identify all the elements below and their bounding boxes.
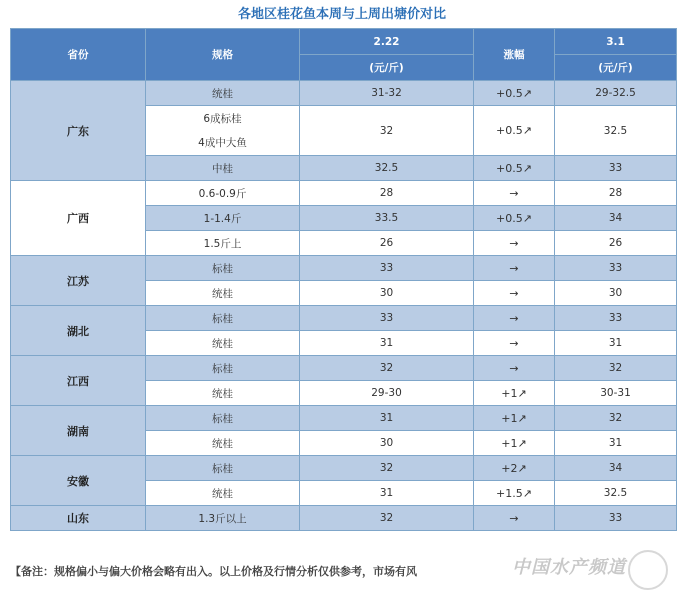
change-cell: +0.5↗ — [474, 81, 555, 106]
price-2-22: 31 — [300, 406, 474, 431]
price-3-1: 33 — [555, 256, 677, 281]
spec-cell: 统桂 — [146, 431, 300, 456]
header-province: 省份 — [11, 29, 146, 81]
change-cell: +1↗ — [474, 406, 555, 431]
spec-cell: 统桂 — [146, 381, 300, 406]
spec-line-2: 4成中大鱼 — [198, 136, 247, 149]
price-3-1: 33 — [555, 156, 677, 181]
price-2-22: 33 — [300, 256, 474, 281]
price-2-22: 31-32 — [300, 81, 474, 106]
change-cell: → — [474, 306, 555, 331]
spec-cell: 标桂 — [146, 406, 300, 431]
header-date1: 2.22 — [300, 29, 474, 55]
change-cell: → — [474, 256, 555, 281]
spec-cell: 标桂 — [146, 356, 300, 381]
price-2-22: 33.5 — [300, 206, 474, 231]
province-hunan: 湖南 — [11, 406, 146, 456]
price-2-22: 31 — [300, 481, 474, 506]
change-cell: +1↗ — [474, 381, 555, 406]
spec-cell: 1.3斤以上 — [146, 506, 300, 531]
price-2-22: 29-30 — [300, 381, 474, 406]
spec-cell: 统桂 — [146, 281, 300, 306]
watermark-logo-icon — [628, 550, 668, 590]
price-2-22: 28 — [300, 181, 474, 206]
spec-cell: 标桂 — [146, 456, 300, 481]
header-date2: 3.1 — [555, 29, 677, 55]
price-2-22: 33 — [300, 306, 474, 331]
province-jiangsu: 江苏 — [11, 256, 146, 306]
change-cell: +0.5↗ — [474, 156, 555, 181]
spec-cell: 统桂 — [146, 331, 300, 356]
province-jiangxi: 江西 — [11, 356, 146, 406]
change-cell: → — [474, 231, 555, 256]
change-cell: +1↗ — [474, 431, 555, 456]
price-2-22: 31 — [300, 331, 474, 356]
spec-cell: 标桂 — [146, 256, 300, 281]
header-spec: 规格 — [146, 29, 300, 81]
change-cell: → — [474, 281, 555, 306]
province-anhui: 安徽 — [11, 456, 146, 506]
spec-cell: 中桂 — [146, 156, 300, 181]
table-title: 各地区桂花鱼本周与上周出塘价对比 — [237, 7, 446, 22]
price-3-1: 30-31 — [555, 381, 677, 406]
province-hubei: 湖北 — [11, 306, 146, 356]
change-cell: +1.5↗ — [474, 481, 555, 506]
price-2-22: 32 — [300, 356, 474, 381]
price-3-1: 34 — [555, 456, 677, 481]
price-3-1: 31 — [555, 431, 677, 456]
spec-cell: 标桂 — [146, 306, 300, 331]
change-cell: → — [474, 181, 555, 206]
price-3-1: 28 — [555, 181, 677, 206]
watermark: 中国水产频道 — [512, 557, 626, 578]
price-2-22: 32 — [300, 506, 474, 531]
price-3-1: 33 — [555, 506, 677, 531]
change-cell: +0.5↗ — [474, 106, 555, 156]
price-3-1: 29-32.5 — [555, 81, 677, 106]
change-cell: +2↗ — [474, 456, 555, 481]
spec-line-1: 6成标桂 — [203, 112, 242, 125]
price-2-22: 32 — [300, 456, 474, 481]
price-3-1: 33 — [555, 306, 677, 331]
header-unit1: (元/斤) — [300, 55, 474, 81]
change-cell: +0.5↗ — [474, 206, 555, 231]
price-3-1: 31 — [555, 331, 677, 356]
province-guangdong: 广东 — [11, 81, 146, 181]
price-3-1: 30 — [555, 281, 677, 306]
change-cell: → — [474, 506, 555, 531]
province-guangxi: 广西 — [11, 181, 146, 256]
price-3-1: 26 — [555, 231, 677, 256]
price-2-22: 32.5 — [300, 156, 474, 181]
header-unit2: (元/斤) — [555, 55, 677, 81]
spec-cell: 0.6-0.9斤 — [146, 181, 300, 206]
footnote: 【备注：规格偏小与偏大价格会略有出入。以上价格及行情分析仅供参考，市场有风 — [10, 565, 417, 578]
change-cell: → — [474, 331, 555, 356]
price-2-22: 30 — [300, 281, 474, 306]
price-3-1: 34 — [555, 206, 677, 231]
price-2-22: 26 — [300, 231, 474, 256]
price-3-1: 32.5 — [555, 106, 677, 156]
price-3-1: 32 — [555, 356, 677, 381]
header-change: 涨幅 — [474, 29, 555, 81]
price-2-22: 32 — [300, 106, 474, 156]
change-cell: → — [474, 356, 555, 381]
spec-cell — [146, 106, 300, 156]
price-table — [10, 28, 677, 531]
province-shandong: 山东 — [11, 506, 146, 531]
spec-cell: 统桂 — [146, 481, 300, 506]
spec-cell: 1-1.4斤 — [146, 206, 300, 231]
price-2-22: 30 — [300, 431, 474, 456]
spec-cell: 统桂 — [146, 81, 300, 106]
spec-cell: 1.5斤上 — [146, 231, 300, 256]
price-3-1: 32 — [555, 406, 677, 431]
price-3-1: 32.5 — [555, 481, 677, 506]
